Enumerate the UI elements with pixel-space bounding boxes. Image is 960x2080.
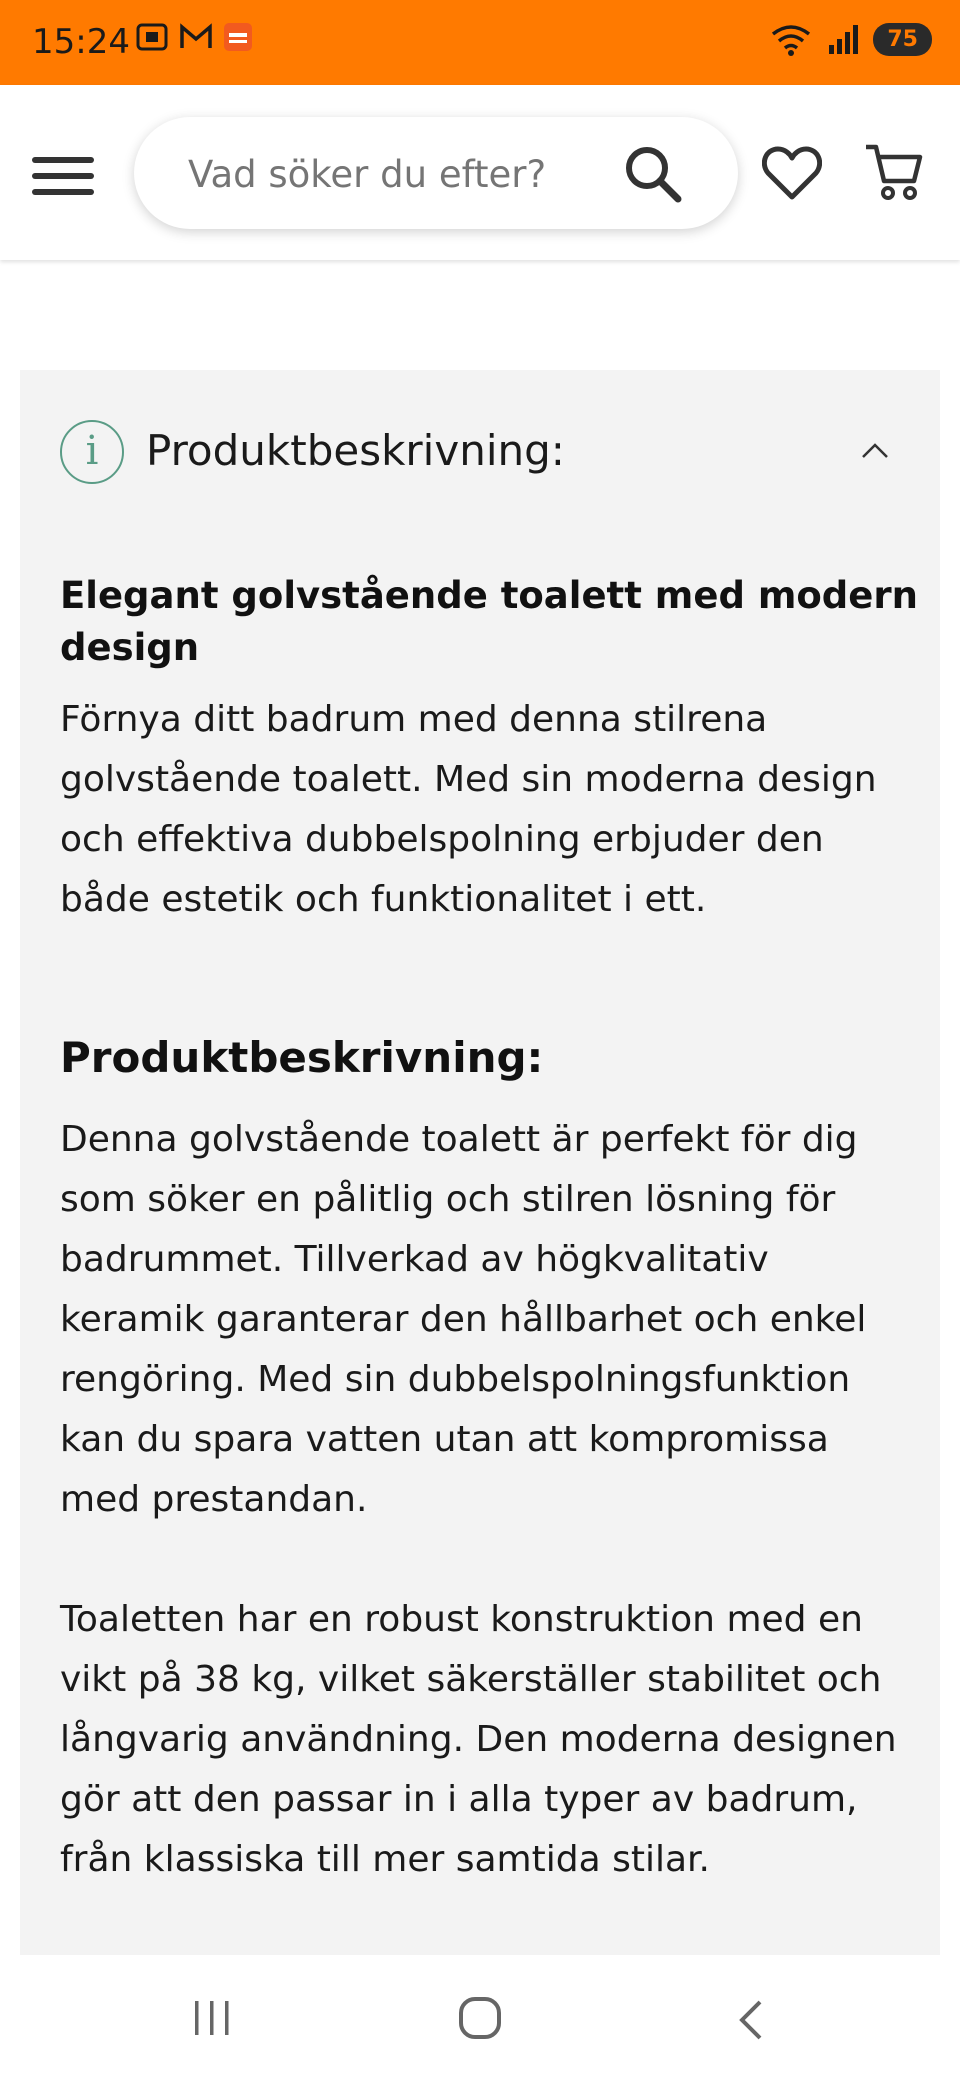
status-icons-left xyxy=(135,22,253,52)
section-title: Produktbeskrivning: xyxy=(60,1033,544,1082)
search-input[interactable] xyxy=(188,153,608,196)
menu-icon[interactable] xyxy=(32,155,94,197)
system-nav-bar xyxy=(0,1960,960,2080)
gmail-icon xyxy=(179,23,213,51)
battery-icon: 75 xyxy=(873,23,932,56)
info-icon: i xyxy=(60,420,124,484)
search-box[interactable] xyxy=(134,117,738,229)
intro-paragraph: Förnya ditt badrum med denna stilrena golvstående toalett. Med sin moderna design och effektiva dubbelspolning erbjuder den både estetik och funktionalitet i ett. xyxy=(60,699,877,920)
wifi-icon xyxy=(769,22,813,56)
status-icons-right xyxy=(769,22,932,56)
description-content xyxy=(60,570,920,1890)
accordion-header[interactable] xyxy=(60,420,910,490)
screenshot-icon xyxy=(135,22,169,52)
status-time: 15:24 xyxy=(32,22,130,62)
product-description-panel xyxy=(20,370,940,1955)
home-icon[interactable] xyxy=(458,1996,502,2040)
description-paragraph-1: Denna golvstående toalett är perfekt för dig som söker en pålitlig och stilren lösning för badrummet. Tillverkad av högkvalitativ keramik garanterar den hållbarhet och enkel rengöring. Med sin dubbelspolningsfunktion kan du spara vatten utan att kompromissa med prestandan. xyxy=(60,1119,867,1520)
product-subtitle: Elegant golvstående toalett med modern design xyxy=(60,574,918,669)
app-header xyxy=(0,85,960,260)
accordion-title: Produktbeskrivning: xyxy=(146,426,565,475)
back-icon[interactable] xyxy=(736,1998,766,2042)
recent-apps-icon[interactable] xyxy=(192,1998,232,2038)
signal-icon xyxy=(827,23,859,55)
status-bar xyxy=(0,0,960,85)
temu-icon xyxy=(223,22,253,52)
description-paragraph-2: Toaletten har en robust konstruktion med en vikt på 38 kg, vilket säkerställer stabilitet och långvarig användning. Den moderna designen gör att den passar in i alla typer av badrum, från klassiska till mer samtida stilar. xyxy=(60,1599,897,1880)
search-icon[interactable] xyxy=(622,143,684,205)
heart-icon[interactable] xyxy=(762,145,822,201)
cart-icon[interactable] xyxy=(864,143,924,203)
chevron-up-icon[interactable] xyxy=(860,440,890,460)
